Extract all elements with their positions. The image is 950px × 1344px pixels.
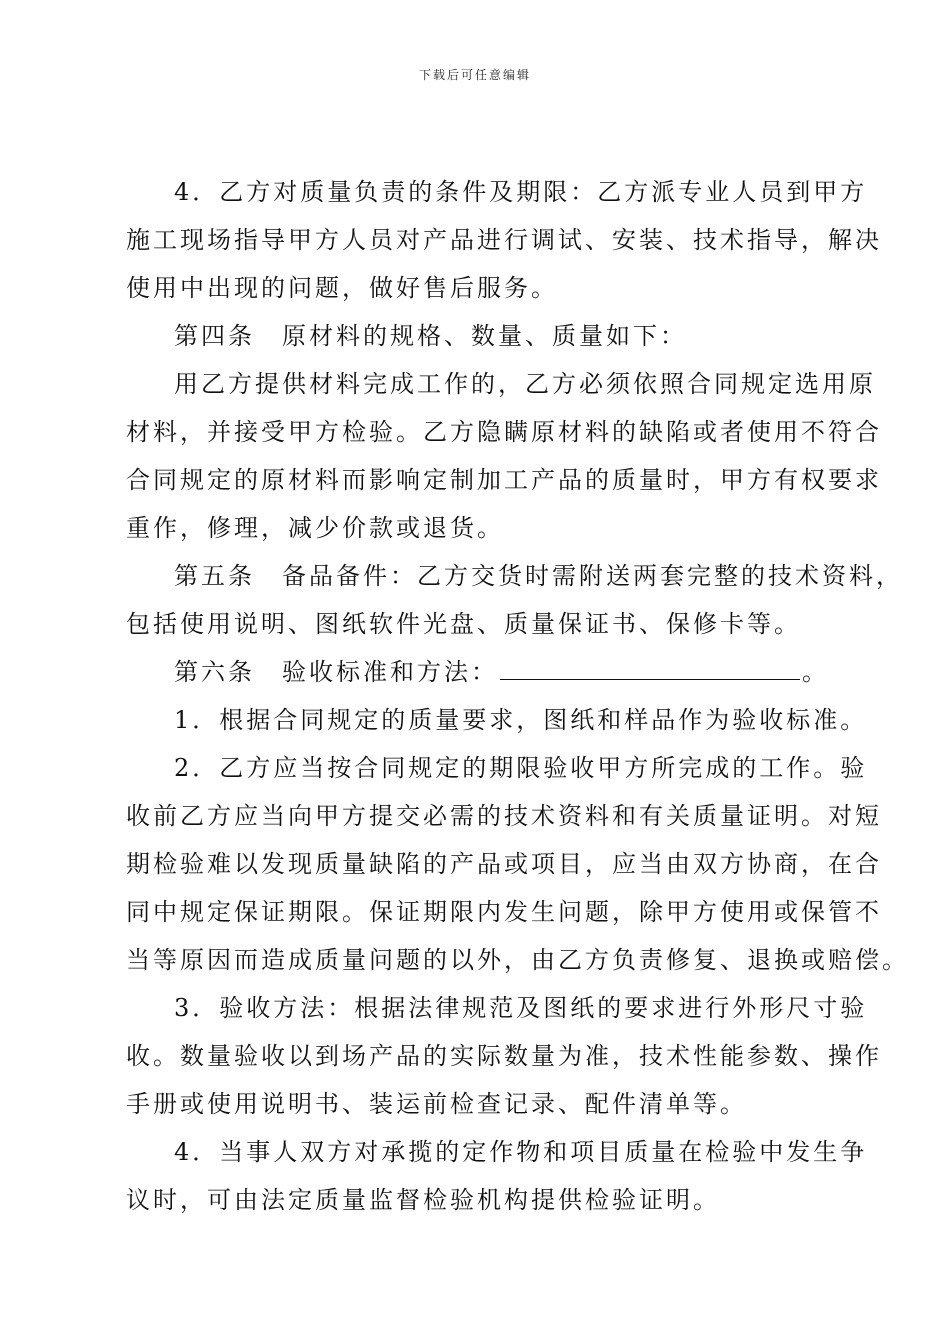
paragraph-line: 4．乙方对质量负责的条件及期限：乙方派专业人员到甲方 — [174, 178, 868, 206]
paragraph-line: 2．乙方应当按合同规定的期限验收甲方所完成的工作。验 — [174, 754, 868, 782]
paragraph-line: 手册或使用说明书、装运前检查记录、配件清单等。 — [126, 1090, 747, 1118]
sentence-end-mark: 。 — [802, 658, 829, 686]
paragraph-line: 当等原因而造成质量问题的以外，由乙方负责修复、退换或赔偿。 — [126, 946, 909, 974]
paragraph-line: 使用中出现的问题，做好售后服务。 — [126, 274, 558, 302]
article-heading: 第四条 原材料的规格、数量、质量如下： — [174, 322, 687, 350]
paragraph-line: 4．当事人双方对承揽的定作物和项目质量在检验中发生争 — [174, 1138, 868, 1166]
paragraph-line: 材料，并接受甲方检验。乙方隐瞒原材料的缺陷或者使用不符合 — [126, 418, 882, 446]
paragraph-line: 3．验收方法：根据法律规范及图纸的要求进行外形尺寸验 — [174, 994, 868, 1022]
paragraph-line: 议时，可由法定质量监督检验机构提供检验证明。 — [126, 1186, 720, 1214]
fill-in-blank — [500, 657, 800, 680]
paragraph-line: 期检验难以发现质量缺陷的产品或项目，应当由双方协商，在合 — [126, 850, 882, 878]
article-heading-with-blank — [174, 657, 829, 687]
paragraph-line: 1．根据合同规定的质量要求，图纸和样品作为验收标准。 — [174, 706, 868, 734]
paragraph-line: 收。数量验收以到场产品的实际数量为准，技术性能参数、操作 — [126, 1042, 882, 1070]
paragraph-line: 施工现场指导甲方人员对产品进行调试、安装、技术指导，解决 — [126, 226, 882, 254]
article-heading-label: 第六条 验收标准和方法： — [174, 658, 498, 686]
article-heading: 第五条 备品备件：乙方交货时需附送两套完整的技术资料， — [174, 562, 903, 590]
paragraph-line: 用乙方提供材料完成工作的，乙方必须依照合同规定选用原 — [174, 370, 876, 398]
paragraph-line: 包括使用说明、图纸软件光盘、质量保证书、保修卡等。 — [126, 610, 801, 638]
paragraph-line: 同中规定保证期限。保证期限内发生问题，除甲方使用或保管不 — [126, 898, 882, 926]
paragraph-line: 收前乙方应当向甲方提交必需的技术资料和有关质量证明。对短 — [126, 802, 882, 830]
paragraph-line: 合同规定的原材料而影响定制加工产品的质量时，甲方有权要求 — [126, 466, 882, 494]
paragraph-line: 重作，修理，减少价款或退货。 — [126, 514, 504, 542]
header-note: 下载后可任意编辑 — [418, 68, 531, 82]
